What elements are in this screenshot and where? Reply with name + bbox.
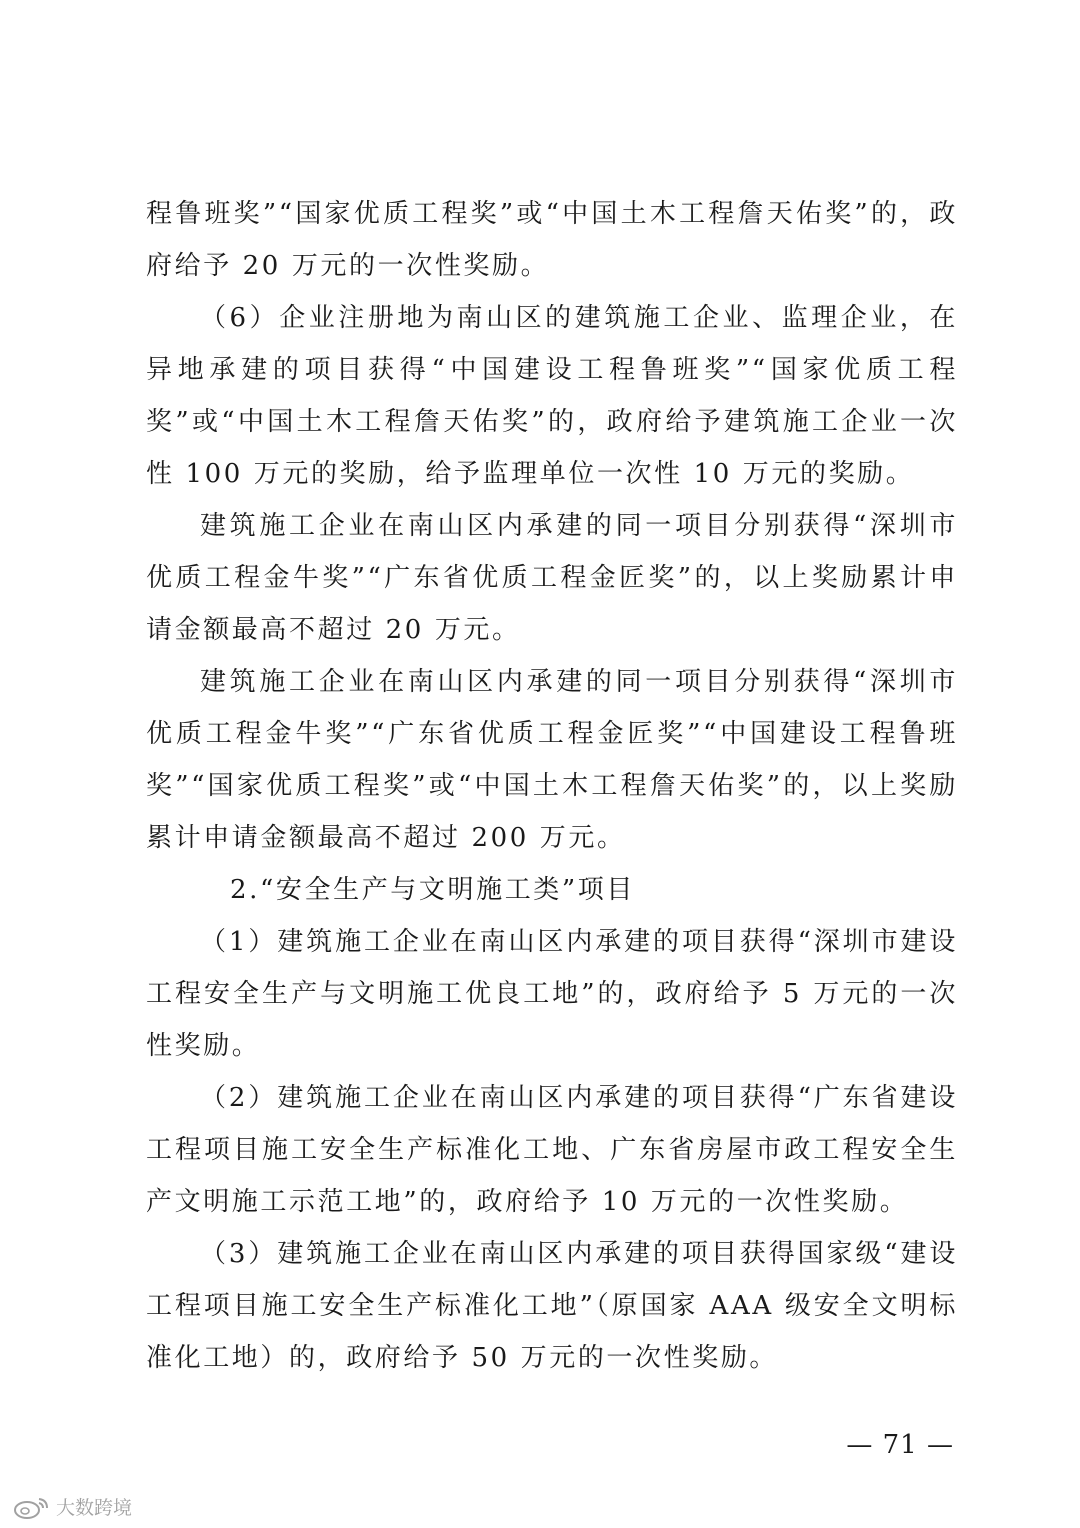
watermark-text: 大数跨境 — [56, 1497, 133, 1519]
paragraph-continuation: 程鲁班奖”“国家优质工程奖”或“中国土木工程詹天佑奖”的，政府给予 20 万元的一次性奖励。 — [146, 199, 958, 281]
paragraph-item-6: （6）企业注册地为南山区的建筑施工企业、监理企业，在异地承建的项目获得“中国建设工程鲁班奖”“国家优质工程奖”或“中国土木工程詹天佑奖”的，政府给予建筑施工企业一次性 100 万元的奖励，给予监理单位一次性 10 万元的奖励。 — [146, 303, 958, 489]
paragraph-safety-item-3: （3）建筑施工企业在南山区内承建的项目获得国家级“建设工程项目施工安全生产标准化工地”（原国家 AAA 级安全文明标准化工地）的，政府给予 50 万元的一次性奖励。 — [146, 1239, 958, 1373]
paragraph-cap-200: 建筑施工企业在南山区内承建的同一项目分别获得“深圳市优质工程金牛奖”“广东省优质工程金匠奖”“中国建设工程鲁班奖”“国家优质工程奖”或“中国土木工程詹天佑奖”的，以上奖励累计申请金额最高不超过 200 万元。 — [146, 667, 958, 853]
weibo-logo-icon — [12, 1494, 52, 1520]
paragraph-cap-20: 建筑施工企业在南山区内承建的同一项目分别获得“深圳市优质工程金牛奖”“广东省优质工程金匠奖”的，以上奖励累计申请金额最高不超过 20 万元。 — [146, 511, 958, 645]
watermark — [12, 1493, 132, 1520]
paragraph-safety-item-1: （1）建筑施工企业在南山区内承建的项目获得“深圳市建设工程安全生产与文明施工优良工地”的，政府给予 5 万元的一次性奖励。 — [146, 927, 958, 1061]
document-body — [146, 188, 958, 1384]
paragraph-safety-item-2: （2）建筑施工企业在南山区内承建的项目获得“广东省建设工程项目施工安全生产标准化工地、广东省房屋市政工程安全生产文明施工示范工地”的，政府给予 10 万元的一次性奖励。 — [146, 1083, 958, 1217]
section-heading-safety: 2.“安全生产与文明施工类”项目 — [230, 875, 635, 905]
page-number: — 71 — — [846, 1430, 954, 1460]
